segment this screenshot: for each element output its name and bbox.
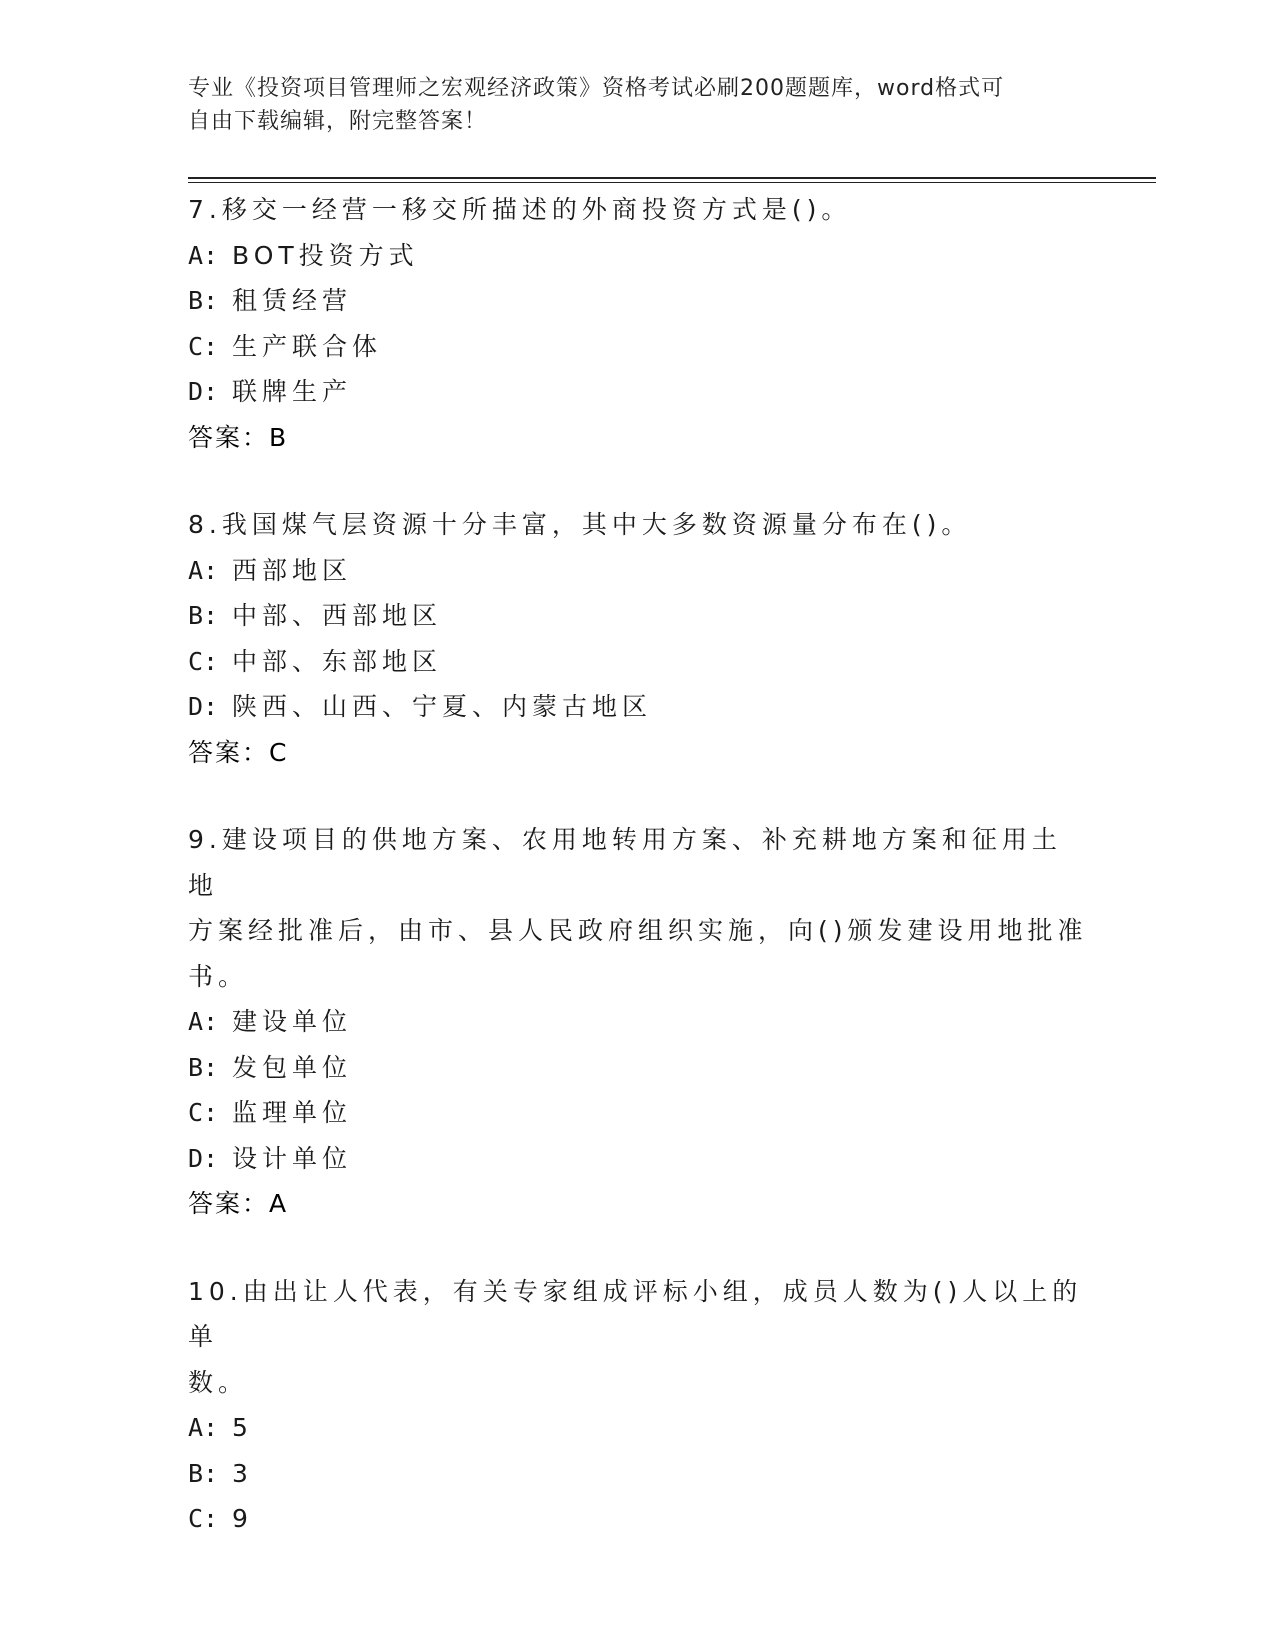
option-text: 设计单位 xyxy=(232,1143,353,1173)
document-header xyxy=(188,72,1088,138)
option-label: B: xyxy=(188,1458,219,1488)
question-10 xyxy=(188,1269,1088,1542)
answer-line: 答案：C xyxy=(188,737,289,767)
header-divider-thick xyxy=(188,177,1156,179)
header-divider-thin xyxy=(188,182,1156,183)
question-list xyxy=(188,187,1088,1584)
option-label: B: xyxy=(188,1052,219,1082)
question-8 xyxy=(188,502,1088,775)
option-text: 5 xyxy=(232,1413,253,1442)
question-stem-line: 数。 xyxy=(188,1367,249,1397)
option-text: 陕西、山西、宁夏、内蒙古地区 xyxy=(232,692,653,721)
option-label: C: xyxy=(188,646,219,676)
option-text: 生产联合体 xyxy=(232,331,383,361)
option-a xyxy=(188,999,1088,1045)
option-text: 9 xyxy=(232,1504,253,1533)
option-label: D: xyxy=(188,1143,219,1173)
option-a xyxy=(188,548,1088,594)
question-9 xyxy=(188,817,1088,1227)
option-text: 租赁经营 xyxy=(232,286,353,315)
option-a xyxy=(188,1405,1088,1451)
option-text: 建设单位 xyxy=(232,1007,353,1036)
answer-line: 答案：A xyxy=(188,1189,289,1218)
option-text: 监理单位 xyxy=(232,1098,353,1127)
option-label: A: xyxy=(188,555,219,585)
option-text: 中部、东部地区 xyxy=(232,646,443,676)
question-stem-line: 9.建设项目的供地方案、农用地转用方案、补充耕地方案和征用土地 xyxy=(188,825,1062,900)
option-label: C: xyxy=(188,1504,219,1533)
option-label: D: xyxy=(188,377,219,406)
option-c xyxy=(188,324,1088,370)
option-text: BOT投资方式 xyxy=(232,240,419,270)
option-c xyxy=(188,1090,1088,1136)
option-label: B: xyxy=(188,286,219,315)
question-stem-line: 方案经批准后，由市、县人民政府组织实施，向()颁发建设用地批准 xyxy=(188,916,1088,945)
option-c xyxy=(188,1496,1088,1542)
option-c xyxy=(188,639,1088,685)
option-label: A: xyxy=(188,1007,219,1036)
option-b xyxy=(188,593,1088,639)
option-text: 联牌生产 xyxy=(232,377,353,406)
option-d xyxy=(188,684,1088,730)
question-7 xyxy=(188,187,1088,460)
option-label: D: xyxy=(188,692,219,721)
answer-line: 答案：B xyxy=(188,422,289,452)
option-text: 3 xyxy=(232,1458,253,1488)
header-line-2: 自由下载编辑，附完整答案！ xyxy=(188,109,488,134)
question-stem: 8.我国煤气层资源十分丰富，其中大多数资源量分布在()。 xyxy=(188,510,972,539)
question-stem-line: 10.由出让人代表，有关专家组成评标小组，成员人数为()人以上的单 xyxy=(188,1276,1083,1351)
option-text: 西部地区 xyxy=(232,555,353,585)
option-label: A: xyxy=(188,1413,219,1442)
option-b xyxy=(188,278,1088,324)
option-b xyxy=(188,1451,1088,1497)
option-label: C: xyxy=(188,331,219,361)
option-text: 发包单位 xyxy=(232,1052,353,1082)
question-stem: 7.移交一经营一移交所描述的外商投资方式是()。 xyxy=(188,195,852,224)
option-label: A: xyxy=(188,240,219,270)
option-a xyxy=(188,233,1088,279)
option-label: C: xyxy=(188,1098,219,1127)
option-d xyxy=(188,369,1088,415)
option-label: B: xyxy=(188,601,219,630)
question-stem-line: 书。 xyxy=(188,961,249,991)
option-text: 中部、西部地区 xyxy=(232,601,443,630)
header-line-1: 专业《投资项目管理师之宏观经济政策》资格考试必刷200题题库，word格式可 xyxy=(188,76,1005,101)
option-d xyxy=(188,1136,1088,1182)
option-b xyxy=(188,1045,1088,1091)
